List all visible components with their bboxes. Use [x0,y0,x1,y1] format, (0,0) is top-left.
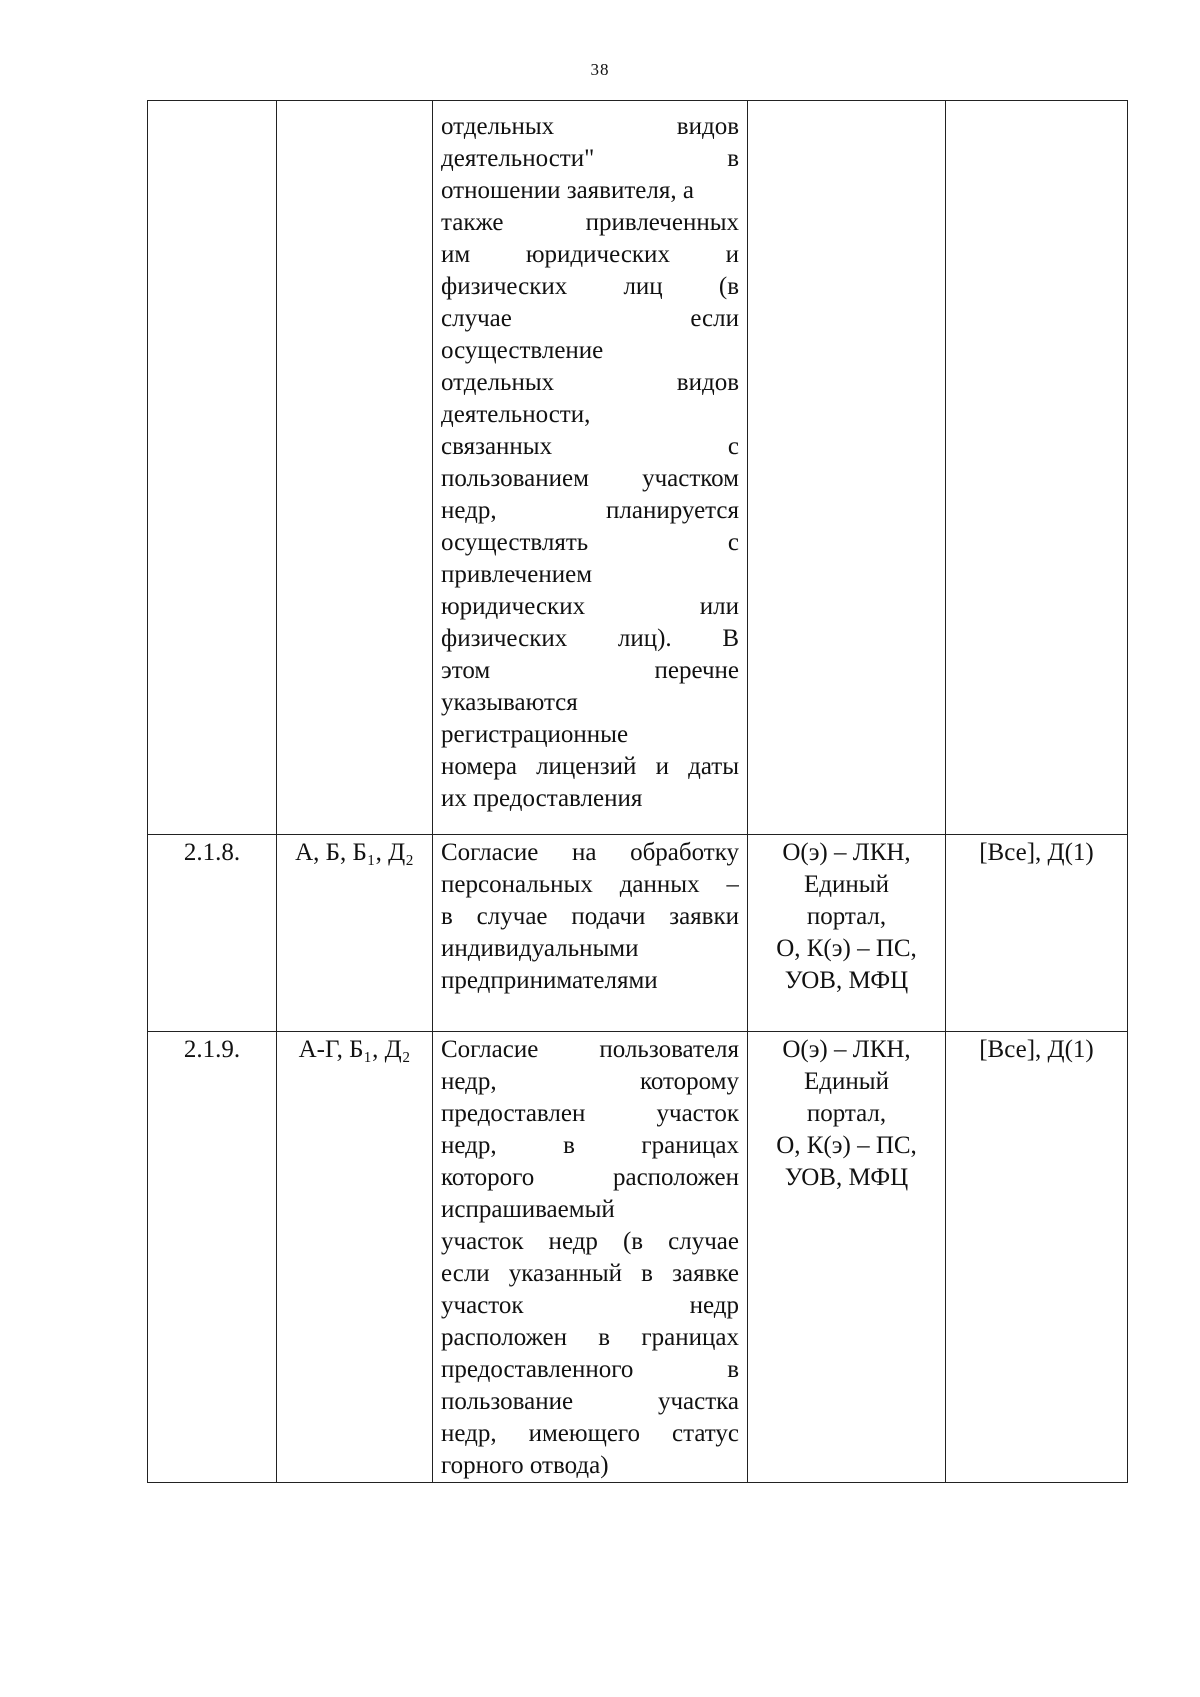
table-row-2-1-9 [148,1032,1128,1483]
document-description-cell [433,835,748,1032]
submission-form-cell [748,101,946,835]
description-line: недр, имеющего статус [441,1420,739,1447]
description-line: испрашиваемый [441,1196,615,1223]
table-row-2-1-8 [148,835,1128,1032]
categories-cell [277,101,433,835]
description-line: указываются [441,689,578,716]
description-line: осуществление [441,337,604,364]
description-line: участок недр (в случае [441,1228,739,1255]
description-line: осуществлять с [441,529,739,556]
description-line: Согласие пользователя [441,1036,739,1063]
form-line: О(э) – ЛКН, [782,1036,911,1063]
description-line: Согласие на обработку [441,839,739,866]
description-line: предпринимателями [441,967,658,994]
form-line: Единый [804,871,889,898]
form-line: Единый [804,1068,889,1095]
description-line: горного отвода) [441,1452,609,1479]
description-line: недр, планируется [441,497,739,524]
form-line: УОВ, МФЦ [784,967,909,994]
description-line: также привлеченных [441,209,739,236]
description-line: расположен в границах [441,1324,739,1351]
applicability-cell [946,101,1128,835]
form-line: портал, [806,1100,887,1127]
form-line: УОВ, МФЦ [784,1164,909,1191]
description-line: отдельных видов [441,113,739,140]
description-line: физических лиц). В [441,625,739,652]
description-line: связанных с [441,433,739,460]
description-line: в случае подачи заявки [441,903,739,930]
description-line: регистрационные [441,721,629,748]
form-line: О, К(э) – ПС, [776,1132,917,1159]
description-line: предоставлен участок [441,1100,739,1127]
description-line: которого расположен [441,1164,739,1191]
categories-cell: А, Б, Б₁, Д₂ [277,835,433,1032]
description-line: индивидуальными [441,935,639,962]
description-line: отдельных видов [441,369,739,396]
description-line: пользование участка [441,1388,739,1415]
item-number-cell: 2.1.9. [148,1032,277,1483]
table-row-continuation [148,101,1128,835]
description-line: недр, в границах [441,1132,739,1159]
description-line: персональных данных – [441,871,739,898]
description-line: их предоставления [441,785,643,812]
description-line: номера лицензий и даты [441,753,739,780]
description-line: участок недр [441,1292,739,1319]
document-description-cell [433,101,748,835]
description-line: предоставленного в [441,1356,739,1383]
description-line: недр, которому [441,1068,739,1095]
applicability-cell: [Все], Д(1) [946,1032,1128,1483]
description-line: пользованием участком [441,465,739,492]
description-line: физических лиц (в [441,273,739,300]
item-number-cell: 2.1.8. [148,835,277,1032]
submission-form-cell [748,835,946,1032]
requirements-table [147,100,1128,1483]
item-number-cell [148,101,277,835]
description-line: деятельности" в [441,145,739,172]
categories-cell: А-Г, Б₁, Д₂ [277,1032,433,1483]
description-line: привлечением [441,561,593,588]
submission-form-cell [748,1032,946,1483]
description-line: этом перечне [441,657,739,684]
page-number: 38 [590,60,610,79]
description-line: им юридических и [441,241,739,268]
description-line: случае если [441,305,739,332]
description-line: если указанный в заявке [441,1260,739,1287]
form-line: портал, [806,903,887,930]
form-line: О, К(э) – ПС, [776,935,917,962]
description-line: деятельности, [441,401,591,428]
description-line: юридических или [441,593,739,620]
document-description-cell [433,1032,748,1483]
form-line: О(э) – ЛКН, [782,839,911,866]
applicability-cell: [Все], Д(1) [946,835,1128,1032]
description-line: отношении заявителя, а [441,177,694,204]
